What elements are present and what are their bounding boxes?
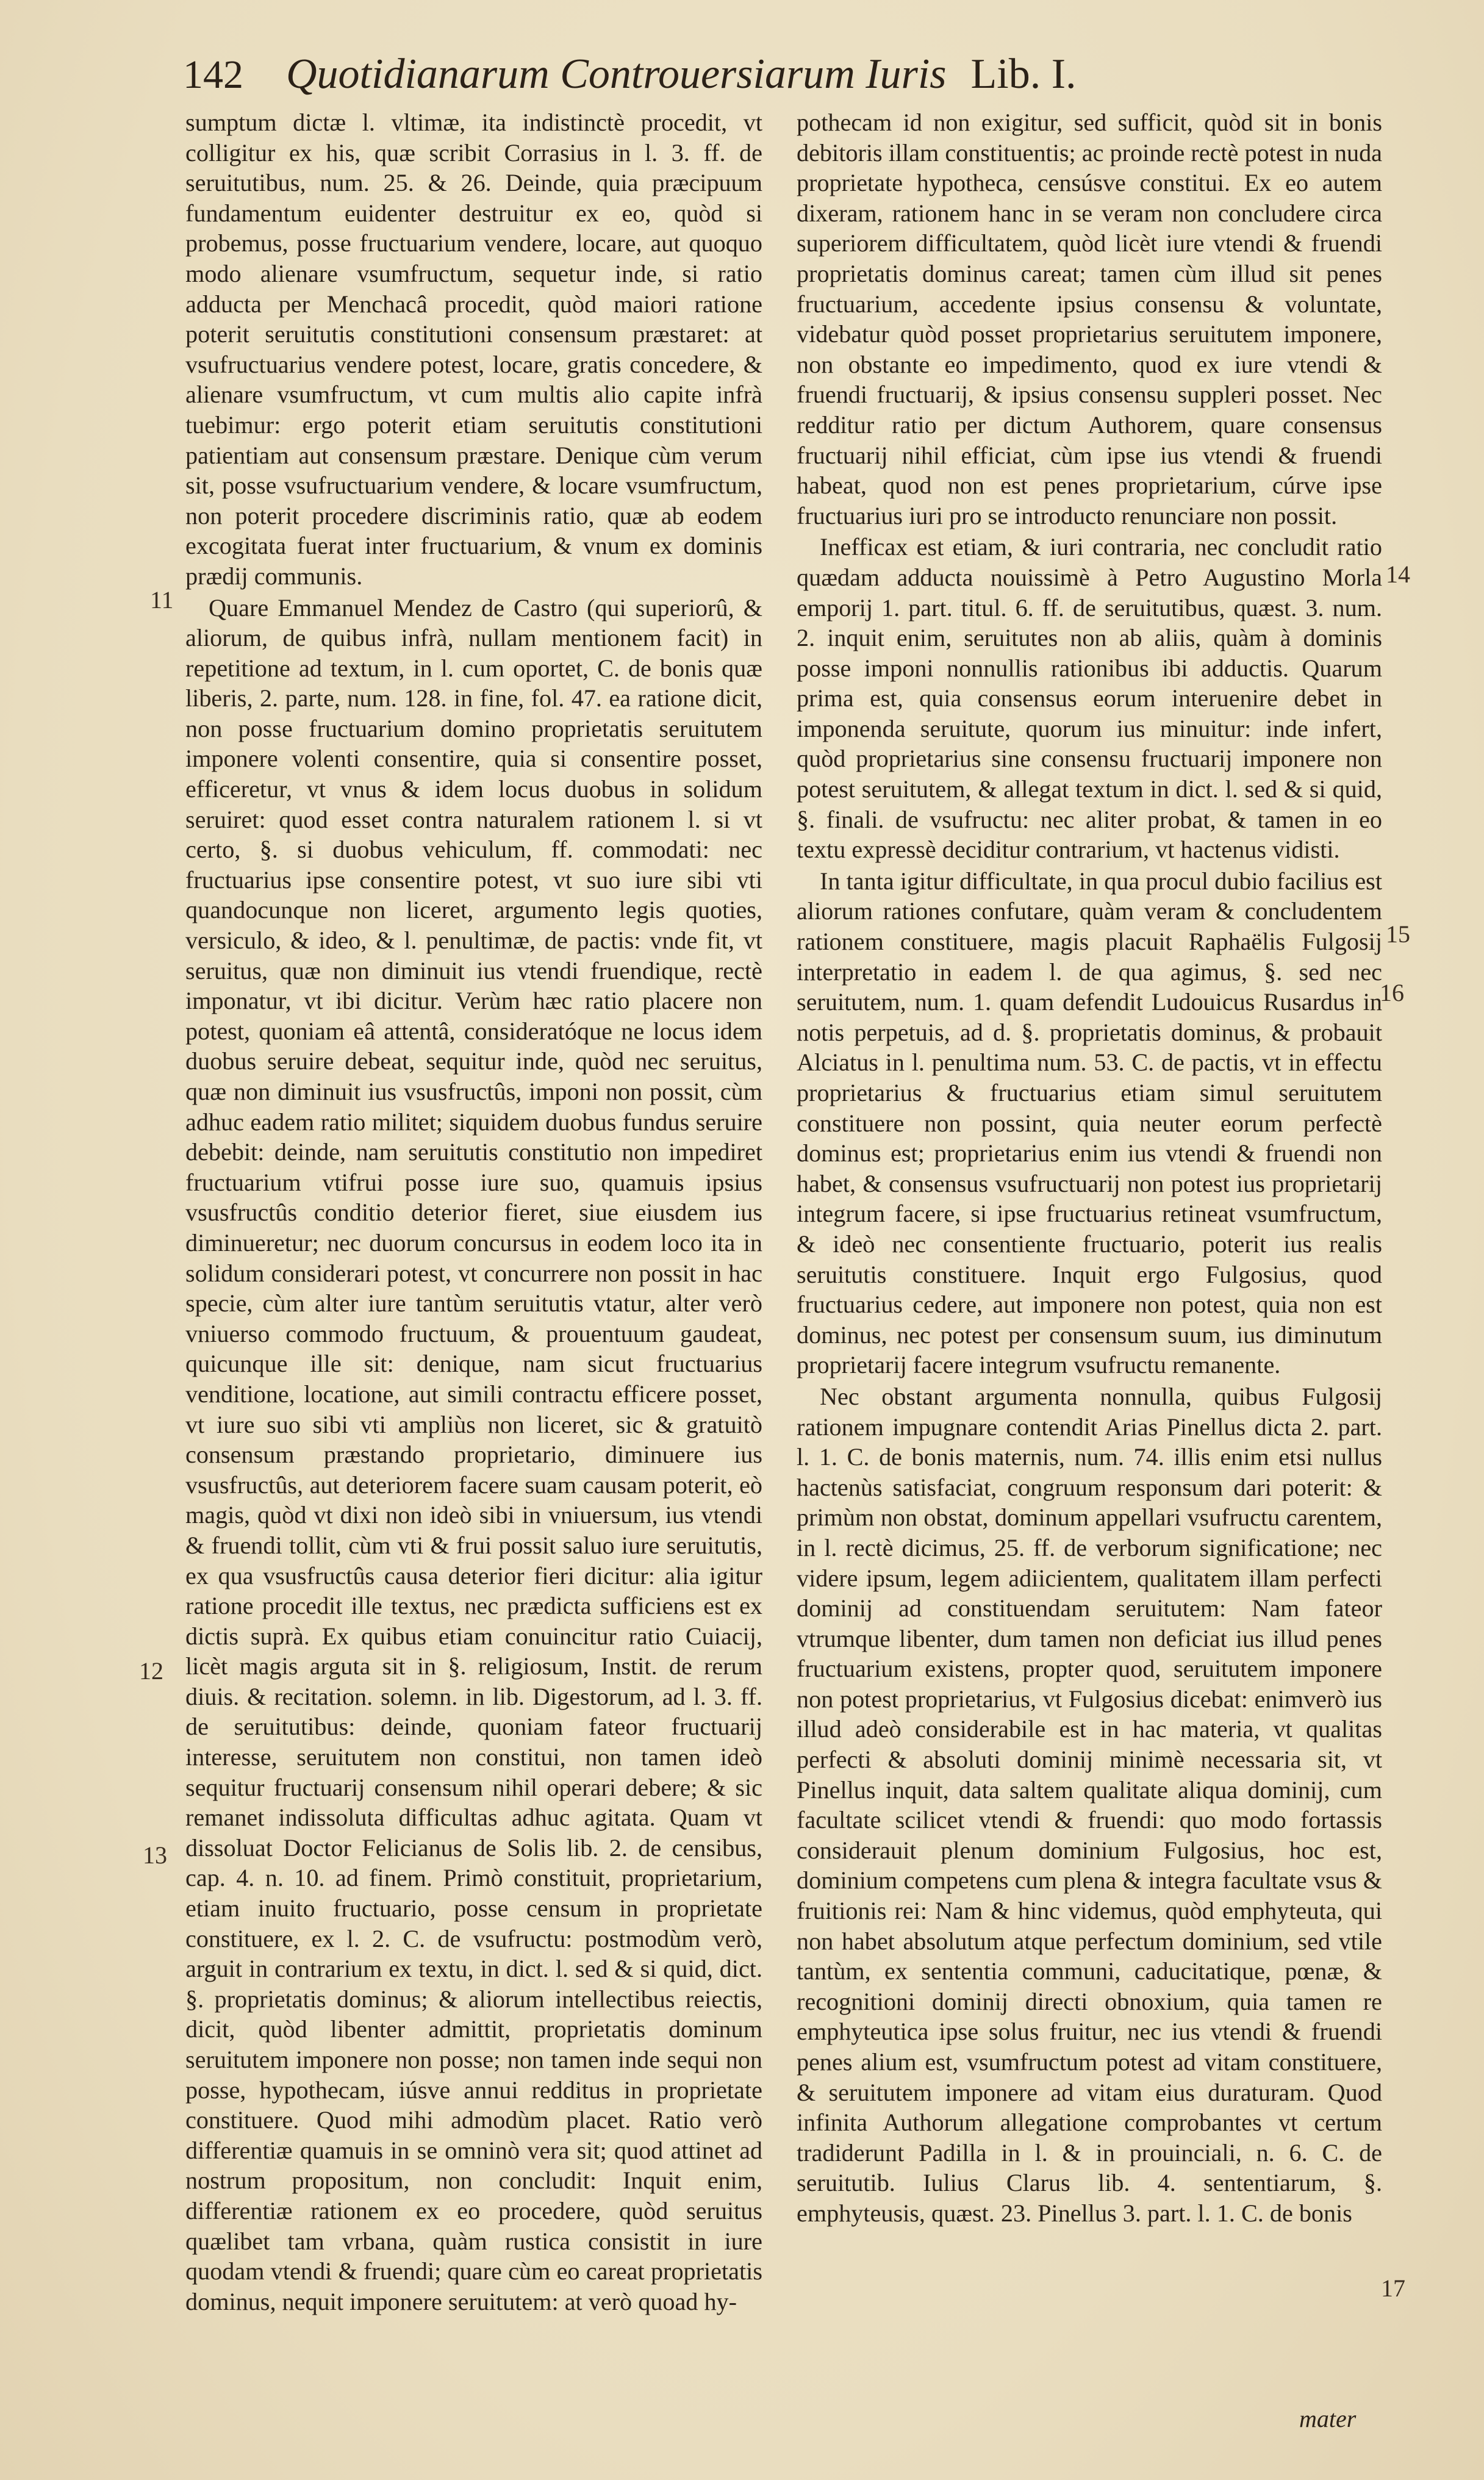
margin-number-13: 13 [143,1841,167,1869]
right-column [797,107,1382,2229]
margin-number-14: 14 [1386,561,1410,588]
left-column [185,107,762,2317]
right-paragraph: pothecam id non exigitur, sed sufficit, quòd sit in bonis debitoris illam constituentis; ac proinde rectè potest in nuda proprietate hypotheca, censúsve constitui. Ex eo autem dixeram, rationem hanc in se veram non concludere circa superiorem difficultatem, quòd licèt iure vtendi & fruendi proprietatis dominus careat; tamen cùm illud sit penes fructuarium, accedente ipsius consensu & voluntate, videbatur quòd posset proprietarius seruitutem imponere, non obstante eo impedimento, quod ex iure vtendi & fruendi fructuarij, & ipsius consensu suppleri posset. Nec redditur ratio per dictum Authorem, quare consensus fructuarij nihil efficiat, cùm ipse ius vtendi & fruendi habeat, quod non est penes proprietarium, cúrve ipse fructuarius iuri pro se introducto renunciare non possit. [797,109,1382,529]
book-number: Lib. I. [970,51,1077,98]
right-paragraph: Inefficax est etiam, & iuri contraria, nec concludit ratio quædam adducta nouissimè à Petro Augustino Morla emporij 1. part. titul. 6. ff. de seruitutibus, quæst. 3. num. 2. inquit enim, seruitutes non ab aliis, quàm à dominis posse imponi nonnullis rationibus ibi adductis. Quarum prima est, quia consensus eorum interuenire debet in imponenda seruitute, quorum ius minuitur: inde infert, quòd proprietarius sine consensu fructuarij imponere non potest seruitutem, & allegat textum in dict. l. sed & si quid, §. finali. de vsufructu: nec aliter probat, & tamen in eo textu expressè deciditur contrarium, vt hactenus vidisti. [797,533,1382,864]
right-paragraph: Nec obstant argumenta nonnulla, quibus Fulgosij rationem impugnare contendit Arias Pinellus dicta 2. part. l. 1. C. de bonis maternis, num. 74. illis enim etsi nullus hactenùs satisfaciat, congruum responsum dari poterit: & primùm non obstat, dominum appellari vsufructu carentem, in l. rectè dicimus, 25. ff. de verborum significatione; nec videre ipsum, legem adiicientem, qualitatem illam perfecti dominij ad constituendam seruitutem: Nam fateor vtrumque libenter, dum tamen non deficiat ius illud penes fructuarium existens, propter quod, seruitutem imponere non potest proprietarius, vt Fulgosius dicebat: enimverò ius illud adeò considerabile est in hac materia, vt qualitas perfecti & absoluti dominij minimè necessaria sit, vt Pinellus inquit, data saltem qualitate aliqua dominij, cum facultate scilicet vtendi & fruendi: quo modo fortassis considerauit plenum dominium Fulgosius, hoc est, dominium competens cum plena & integra facultate vsus & fruitionis rei: Nam & hinc videmus, quòd emphyteuta, qui non habet absolutum atque perfectum dominium, sed vtile tantùm, ex sententia communi, caducitatique, pœnæ, & recognitioni dominij directi obnoxium, quia tamen re emphyteutica ipse solus fruitur, nec ius vtendi & fruendi penes alium est, vsumfructum potest ad vitam constituere, & seruitutem imponere ad vitam eius duraturam. Quod infinita Authorum allegatione comprobantes vt certum tradiderunt Padilla in l. & in prouinciali, n. 6. C. de seruitutib. Iulius Clarus lib. 4. sententiarum, §. emphyteusis, quæst. 23. Pinellus 3. part. l. 1. C. de bonis [797,1382,1382,2227]
margin-number-11: 11 [150,586,174,614]
left-paragraph: Quare Emmanuel Mendez de Castro (qui superiorû, & aliorum, de quibus infrà, nullam mentionem facit) in repetitione ad textum, in l. cum oportet, C. de bonis quæ liberis, 2. parte, num. 128. in fine, fol. 47. ea ratione dicit, non posse fructuarium domino proprietatis seruitutem imponere volenti consentire, quia si consentire posset, efficeretur, vt vnus & idem locus duobus in solidum seruiret: quod esset contra naturalem rationem l. si vt certo, §. si duobus vehiculum, ff. commodati: nec fructuarius ipse consentire potest, vt suo iure sibi vti quandocunque non liceret, argumento legis quoties, versiculo, & ideo, & l. penultimæ, de pactis: vnde fit, vt seruitus, quæ non diminuit ius vtendi fruendique, rectè imponatur, vt ibi dicitur. Verùm hæc ratio placere non potest, quoniam eâ attentâ, consideratóque ne locus idem duobus seruire debeat, sequitur inde, quòd nec seruitus, quæ non diminuit ius vsusfructûs, imponi non possit, cùm adhuc eadem ratio militet; siquidem duobus fundus seruire debebit: deinde, nam seruitutis constitutio non impediret fructuarium vtifrui posse iure suo, quamuis ipsius vsusfructûs conditio deterior fieret, siue eiusdem ius diminueretur; nec duorum concursus in eodem loco ita in solidum considerari potest, vt concurrere non possit in hac specie, cùm alter iure tantùm seruitutis vtatur, alter verò vniuerso commodo fructuum, & prouentuum gaudeat, quicunque ille sit: denique, nam sicut fructuarius venditione, locatione, aut simili contractu efficere posset, vt iure suo sibi vti ampliùs non liceret, sic & gratuitò consensum præstando proprietario, diminuere ius vsusfructûs, aut deteriorem facere suam causam poterit, eò magis, quòd vt dixi non ideò sibi in vniuersum, ius vtendi & fruendi tollit, cùm vti & frui possit saluo iure seruitutis, ex qua vsusfructûs causa deterior fieri dicitur: alia igitur ratione procedit ille textus, nec prædicta sufficiens est ex dictis suprà. Ex quibus etiam conuincitur ratio Cuiacij, licèt magis arguta sit in §. religiosum, Instit. de rerum diuis. & recitation. solemn. in lib. Digestorum, ad l. 3. ff. de seruitutibus: deinde, quoniam fateor fructuarij interesse, seruitutem non constitui, non tamen ideò sequitur fructuarij consensum nihil operari debere; & sic remanet indissoluta difficultas adhuc agitata. Quam vt dissoluat Doctor Felicianus de Solis lib. 2. de censibus, cap. 4. n. 10. ad finem. Primò constituit, proprietarium, etiam inuito fructuario, posse censum in proprietate constituere, ex l. 2. C. de vsufructu: postmodùm verò, arguit in contrarium ex textu, in dict. l. sed & si quid, dict. §. proprietatis dominus; & aliorum intellectibus reiectis, dicit, quòd libenter admittit, proprietatis dominum seruitutem imponere non posse; non tamen inde sequi non posse, hypothecam, iúsve annui redditus in proprietate constituere. Quod mihi admodùm placet. Ratio verò differentiæ quamuis in se omninò vera sit; quod attinet ad nostrum propositum, non concludit: Inquit enim, differentiæ rationem ex eo procedere, quòd seruitus quælibet tam vrbana, quàm rustica consistit in iure quodam vtendi & fruendi; quare cùm eo careat proprietatis dominus, nequit imponere seruitutem: at verò quoad hy- [185,593,762,2315]
right-paragraph: In tanta igitur difficultate, in qua procul dubio facilius est aliorum rationes confutare, quàm veram & concludentem rationem constituere, magis placuit Raphaëlis Fulgosij interpretatio in eadem l. de qua agimus, §. sed nec seruitutem, num. 1. quam defendit Ludouicus Rusardus in notis perpetuis, ad d. §. proprietatis dominus, & probauit Alciatus in l. penultima num. 53. C. de pactis, vt in effectu proprietarius & fructuarius etiam simul seruitutem constituere non possint, quia neuter eorum perfectè dominus est; proprietarius enim ius vtendi & fruendi non habet, & consensus vsufructuarij non potest ius proprietarij integrum facere, si ipse fructuarius retineat vsumfructum, & ideò nec consentiente fructuario, poterit ius realis seruitutis constituere. Inquit ergo Fulgosius, quod fructuarius cedere, aut imponere non potest, quia non est dominus, nec potest per consensum suum, ius diminutum proprietarij facere integrum vsufructu remanente. [797,867,1382,1379]
left-paragraph: sumptum dictæ l. vltimæ, ita indistinctè procedit, vt colligitur ex his, quæ scribit Corrasius in l. 3. ff. de seruitutibus, num. 25. & 26. Deinde, quia præcipuum fundamentum euidenter destruitur ex eo, quòd si probemus, posse fructuarium vendere, locare, aut quoquo modo alienare vsumfructum, sequetur inde, si ratio adducta per Menchacâ procedit, quòd maiori ratione poterit seruitutis constitutioni consensum præstaret: at vsufructuarius vendere potest, locare, gratis concedere, & alienare vsumfructum, vt cum multis alio capite infrà tuebimur: ergo poterit etiam seruitutis constitutioni patientiam aut consensum præstare. Denique cùm verum sit, posse vsufructuarium vendere, & locare vsumfructum, non poterit procedere discriminis ratio, quæ ab eodem excogitata fuerat inter fructuarium, & vnum ex dominis prædij communis. [185,109,762,590]
margin-number-15: 15 [1386,920,1410,948]
page-number: 142 [183,52,243,97]
running-title: Quotidianarum Controuersiarum Iuris [286,51,947,98]
margin-number-17: 17 [1381,2274,1405,2302]
margin-number-16: 16 [1380,979,1404,1006]
catchword: mater [1299,2405,1357,2432]
margin-number-12: 12 [139,1657,163,1685]
